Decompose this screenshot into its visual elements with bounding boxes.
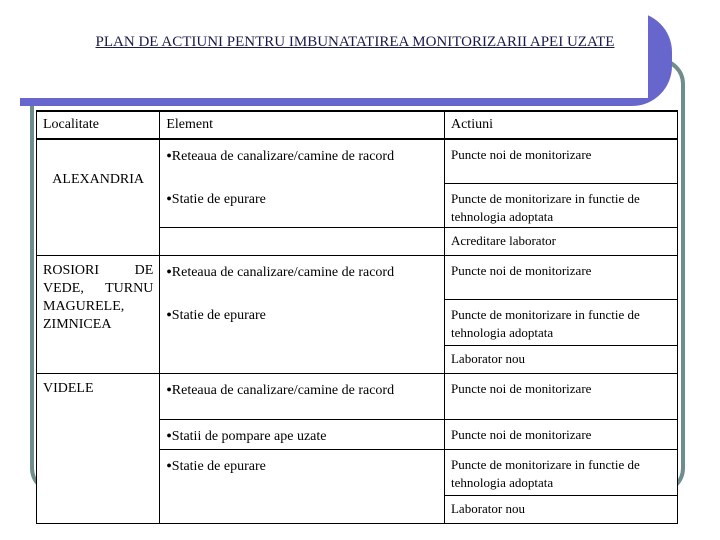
- cell-element: ● Statie de epurare: [160, 183, 445, 227]
- cell-actiune: Puncte de monitorizare in functie de tehnologia adoptata: [444, 183, 677, 227]
- table-header-row: [37, 111, 678, 139]
- cell-actiune: Acreditare laborator: [444, 227, 677, 255]
- cell-element-empty: [160, 495, 445, 523]
- cell-element: ● Reteaua de canalizare/camine de racord: [160, 373, 445, 419]
- header-localitate: Localitate: [37, 111, 160, 139]
- cell-actiune: Laborator nou: [444, 495, 677, 523]
- cell-actiune: Puncte noi de monitorizare: [444, 255, 677, 299]
- cell-element-empty: [160, 345, 445, 373]
- cell-element: ● Reteaua de canalizare/camine de racord: [160, 255, 445, 299]
- cell-actiune: Puncte noi de monitorizare: [444, 373, 677, 419]
- cell-actiune: Puncte de monitorizare in functie de tehnologia adoptata: [444, 299, 677, 345]
- table-row: [37, 255, 678, 299]
- table-row: [37, 373, 678, 419]
- table-row: [37, 139, 678, 183]
- cell-localitate-rosiori: ROSIORI DE VEDE, TURNU MAGURELE, ZIMNICEA: [37, 255, 160, 373]
- cell-localitate-videle: VIDELE: [37, 373, 160, 523]
- cell-actiune: Laborator nou: [444, 345, 677, 373]
- cell-actiune: Puncte noi de monitorizare: [444, 139, 677, 183]
- page-title: PLAN DE ACTIUNI PENTRU IMBUNATATIREA MONITORIZARII APEI UZATE: [95, 34, 615, 50]
- header-element: Element: [160, 111, 445, 139]
- cell-element-empty: [160, 227, 445, 255]
- cell-actiune: Puncte de monitorizare in functie de tehnologia adoptata: [444, 449, 677, 495]
- cell-actiune: Puncte noi de monitorizare: [444, 419, 677, 449]
- cell-element: ● Statii de pompare ape uzate: [160, 419, 445, 449]
- title-banner-inner: [20, 12, 648, 98]
- title-banner: [20, 12, 672, 106]
- cell-localitate-alexandria: ALEXANDRIA: [37, 139, 160, 255]
- header-actiuni: Actiuni: [444, 111, 677, 139]
- action-plan-table: [36, 110, 678, 524]
- cell-element: ● Statie de epurare: [160, 449, 445, 495]
- cell-element: ● Statie de epurare: [160, 299, 445, 345]
- cell-element: ● Reteaua de canalizare/camine de racord: [160, 139, 445, 183]
